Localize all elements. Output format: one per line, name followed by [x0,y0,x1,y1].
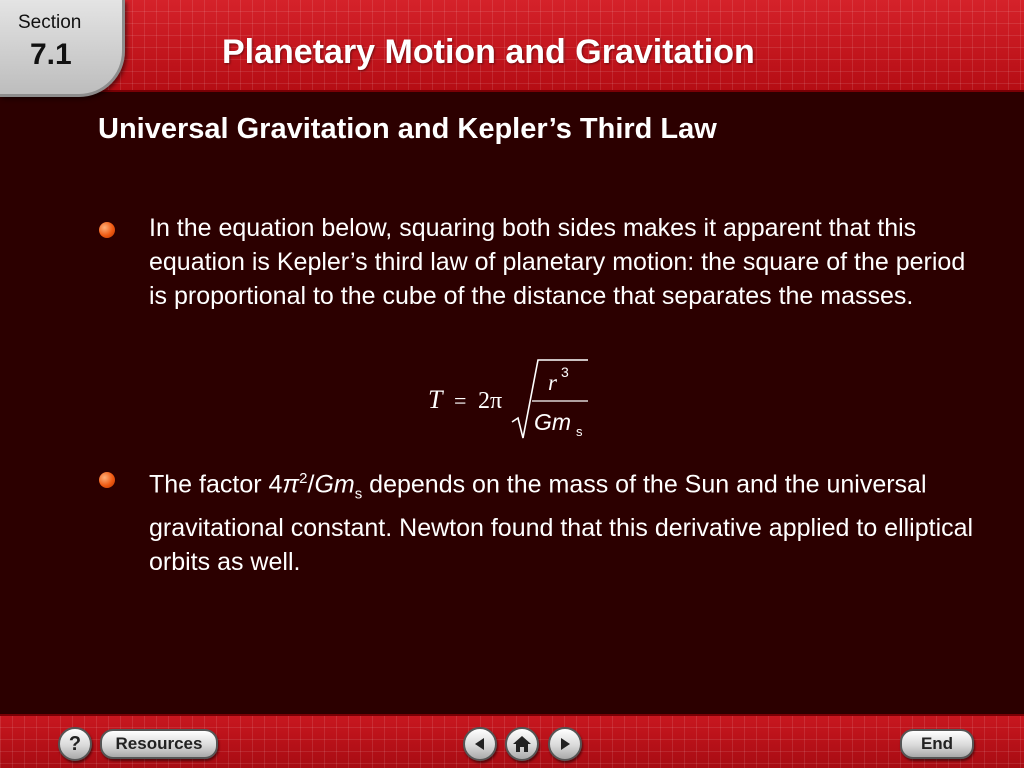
end-button[interactable]: End [900,729,974,759]
equation-coefficient: 2π [478,388,503,414]
equation-lhs: T [428,385,443,414]
bullet-icon [99,472,115,488]
equation-denominator: Gm [534,409,572,435]
gm-subscript: s [354,485,363,503]
fraction-slash: / [307,470,315,499]
next-arrow-icon [557,736,573,752]
previous-button[interactable] [463,727,497,761]
bullet-icon [99,222,115,238]
help-button[interactable] [58,727,92,761]
kepler-equation [420,354,620,444]
resources-button[interactable]: Resources [100,729,218,759]
header-bar [0,0,1024,92]
gm-symbol: Gm [314,470,355,499]
section-label: Section [18,12,82,33]
equation-numerator: r [548,370,557,395]
equation-denominator-subscript: s [576,424,583,439]
section-tab [0,0,125,97]
bullet-2-prefix: The factor 4 [149,470,283,499]
pi-symbol: π [282,470,300,499]
pi-exponent: 2 [299,470,308,487]
bullet-text-2 [149,462,989,579]
home-icon [512,735,532,753]
section-number: 7.1 [30,38,72,71]
bullet-2-suffix: depends on the mass of the Sun and the universal gravitational constant. Newton found that this derivative applied to elliptical orbits as well. [149,470,974,577]
equation-numerator-exponent: 3 [561,364,569,380]
slide-subtitle: Universal Gravitation and Kepler’s Third Law [98,113,717,145]
help-icon: ? [68,732,82,755]
equation-equals: = [454,388,467,413]
previous-arrow-icon [472,736,488,752]
next-button[interactable] [548,727,582,761]
slide-title: Planetary Motion and Gravitation [222,33,755,71]
bullet-text-1: In the equation below, squaring both sides makes it apparent that this equation is Kepler’s third law of planetary motion: the square of the period is proportional to the cube of the distance that separates the masses. [149,214,966,310]
home-button[interactable] [505,727,539,761]
